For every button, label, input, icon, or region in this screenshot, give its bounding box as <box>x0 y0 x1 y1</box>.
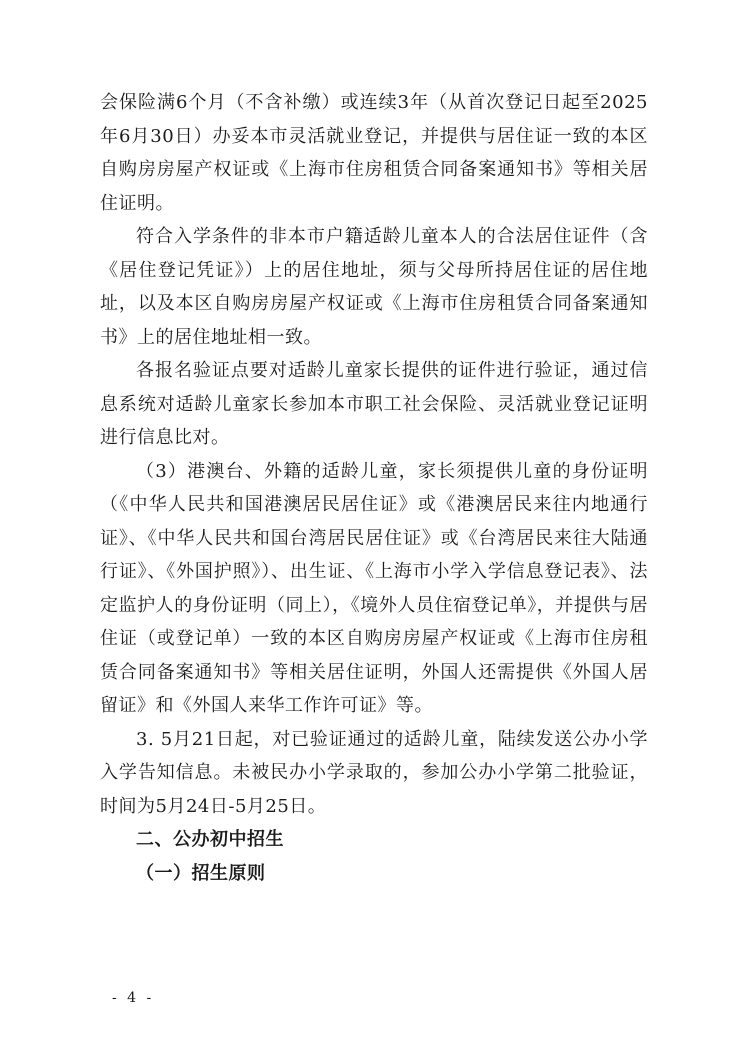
subsection-heading: （一）招生原则 <box>136 862 266 884</box>
section-heading: 二、公办初中招生 <box>136 829 284 850</box>
paragraph-hk-macao-taiwan-foreign: （3）港澳台、外籍的适龄儿童，家长须提供儿童的身份证明（《中华人民共和国港澳居民居住证》或《港澳居民来往内地通行证》、《中华人民共和国台湾居民居住证》或《台湾居民来往大陆通行证》、《外国护照》）、出生证、《上海市小学入学信息登记表》、法定监护人的身份证明（同上），《境外人员住宿登记单》，并提供与居住证（或登记单）一致的本区自购房房屋产权证或《上海市住房租赁合同备案通知书》等相关居住证明，外国人还需提供《外国人居留证》和《外国人来华工作许可证》等。 <box>100 460 648 716</box>
paragraph-continuation: 会保险满6个月（不含补缴）或连续3年（从首次登记日起至2025年6月30日）办妥本市灵活就业登记，并提供与居住证一致的本区自购房房屋产权证或《上海市住房租赁合同备案通知书》等相关居住证明。 <box>100 92 648 214</box>
page-number: - 4 - <box>112 990 155 1006</box>
paragraph-verification: 各报名验证点要对适龄儿童家长提供的证件进行验证，通过信息系统对适龄儿童家长参加本市职工社会保险、灵活就业登记证明进行信息比对。 <box>100 360 648 448</box>
paragraph-residence-address: 符合入学条件的非本市户籍适龄儿童本人的合法居住证件（含《居住登记凭证》）上的居住地址，须与父母所持居住证的居住地址，以及本区自购房房屋产权证或《上海市住房租赁合同备案通知书》上的居住地址相一致。 <box>100 226 648 348</box>
paragraph-notification: 3. 5月21日起，对已验证通过的适龄儿童，陆续发送公办小学入学告知信息。未被民办小学录取的，参加公办小学第二批验证，时间为5月24日-5月25日。 <box>100 728 648 817</box>
document-body <box>100 86 648 890</box>
